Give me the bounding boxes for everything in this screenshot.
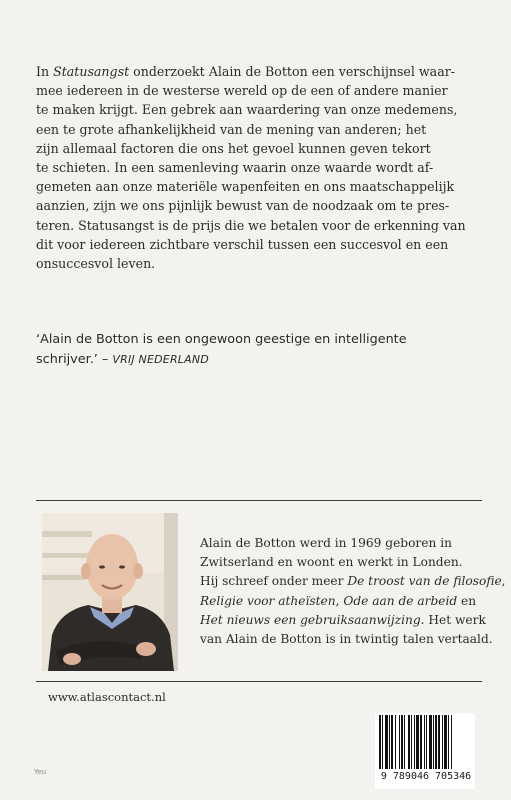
bio-line: Het nieuws een gebruiksaanwijzing. Het werk	[200, 612, 486, 627]
quote-line-2: schrijver.’ – VRIJ NEDERLAND	[36, 352, 209, 367]
book-title-italic: Statusangst	[53, 64, 130, 79]
bio-line: Zwitserland en woont en werkt in Londen.	[200, 555, 463, 570]
blurb-line: zijn allemaal factoren die ons het gevoel kunnen geven tekort	[36, 140, 431, 156]
bio-line: Hij schreef onder meer De troost van de filosofie,	[200, 574, 506, 589]
divider-bottom	[36, 681, 482, 682]
blurb-line: dit voor iedereen zichtbare verschil tussen een succesvol en een	[36, 236, 449, 252]
quote-line-1: ‘Alain de Botton is een ongewoon geestige en intelligente	[36, 332, 407, 347]
blurb-line: te schieten. In een samenleving waarin onze waarde wordt af-	[36, 160, 434, 176]
book-title-italic: De troost van de filosofie	[347, 574, 502, 589]
back-cover-blurb	[36, 62, 476, 273]
book-title-italic: Religie voor atheïsten	[200, 593, 336, 608]
blurb-line: aanzien, zijn we ons pijnlijk bewust van de noodzaak om te pres-	[36, 198, 450, 214]
blurb-line: onsuccesvol leven.	[36, 256, 156, 272]
barcode-bars	[375, 713, 475, 771]
bio-line: Alain de Botton werd in 1969 geboren in	[200, 536, 452, 550]
blurb-line-1: In Statusangst onderzoekt Alain de Botton een verschijnsel waar-	[36, 64, 455, 79]
quote-source: VRIJ NEDERLAND	[112, 353, 209, 366]
divider-top	[36, 500, 482, 501]
book-title-italic: Het nieuws een gebruiksaanwijzing	[200, 612, 421, 627]
isbn-digits: 9 789046 705346	[377, 771, 475, 782]
corner-mark: Yeu	[34, 768, 47, 776]
author-bio	[200, 534, 506, 649]
bio-line: Religie voor atheïsten, Ode aan de arbeid en	[200, 593, 477, 608]
blurb-line: teren. Statusangst is de prijs die we betalen voor de erkenning van	[36, 217, 466, 233]
blurb-line: gemeten aan onze materiële wapenfeiten en ons maatschappelijk	[36, 179, 455, 195]
publisher-website: www.atlascontact.nl	[48, 690, 166, 704]
book-title-italic: Ode aan de arbeid	[343, 593, 458, 608]
press-quote	[36, 330, 476, 370]
author-photo	[42, 513, 178, 671]
blurb-line: een te grote afhankelijkheid van de mening van anderen; het	[36, 121, 427, 137]
bio-line: van Alain de Botton is in twintig talen vertaald.	[200, 632, 493, 647]
blurb-line: mee iedereen in de westerse wereld op de een of andere manier	[36, 83, 448, 99]
blurb-line: te maken krijgt. Een gebrek aan waardering van onze medemens,	[36, 102, 458, 118]
